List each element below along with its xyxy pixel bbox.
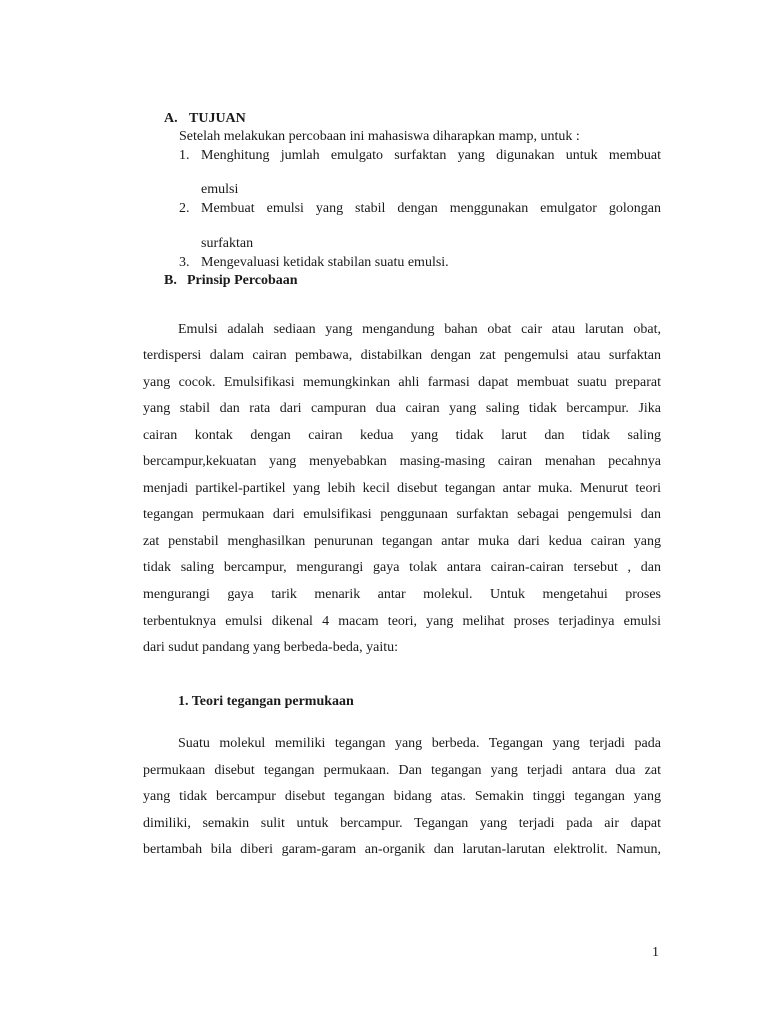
section-a-intro: Setelah melakukan percobaan ini mahasiswa diharapkan mamp, untuk :: [179, 129, 580, 144]
paragraph-line: bertambah bila diberi garam-garam an-organik dan larutan-larutan elektrolit. Namun,: [143, 842, 661, 857]
paragraph-line: tegangan permukaan dari emulsifikasi penggunaan surfaktan sebagai pengemulsi dan: [143, 507, 661, 522]
paragraph-line: menjadi partikel-partikel yang lebih kecil disebut tegangan antar muka. Menurut teori: [143, 481, 661, 496]
paragraph-line: zat penstabil menghasilkan penurunan tegangan antar muka dari kedua cairan yang: [143, 534, 661, 549]
list-item-text: Menghitung jumlah emulgato surfaktan yang digunakan untuk membuat: [201, 148, 661, 163]
page-number: 1: [652, 945, 659, 960]
paragraph-line: yang stabil dan rata dari campuran dua cairan yang saling tidak bercampur. Jika: [143, 401, 661, 416]
paragraph-line: terdispersi dalam cairan pembawa, distabilkan dengan zat pengemulsi atau surfaktan: [143, 348, 661, 363]
paragraph-line: terbentuknya emulsi dikenal 4 macam teori, yang melihat proses terjadinya emulsi: [143, 614, 661, 629]
paragraph-line: permukaan disebut tegangan permukaan. Dan tegangan yang terjadi antara dua zat: [143, 763, 661, 778]
paragraph-line: Suatu molekul memiliki tegangan yang berbeda. Tegangan yang terjadi pada: [178, 736, 661, 751]
paragraph-line: Emulsi adalah sediaan yang mengandung bahan obat cair atau larutan obat,: [178, 322, 661, 337]
list-item-text: Membuat emulsi yang stabil dengan menggunakan emulgator golongan: [201, 201, 661, 216]
paragraph-line: bercampur,kekuatan yang menyebabkan masing-masing cairan menahan pecahnya: [143, 454, 661, 469]
list-item-text: Mengevaluasi ketidak stabilan suatu emulsi.: [201, 255, 449, 270]
paragraph-line: dimiliki, semakin sulit untuk bercampur. Tegangan yang terjadi pada air dapat: [143, 816, 661, 831]
subsection-heading: 1. Teori tegangan permukaan: [178, 694, 354, 709]
paragraph-line: mengurangi gaya tarik menarik antar molekul. Untuk mengetahui proses: [143, 587, 661, 602]
list-item-number: 2.: [179, 201, 190, 216]
paragraph-line: tidak saling bercampur, mengurangi gaya tolak antara cairan-cairan tersebut , dan: [143, 560, 661, 575]
list-item-continuation: emulsi: [201, 182, 239, 197]
paragraph-line: dari sudut pandang yang berbeda-beda, yaitu:: [143, 640, 399, 655]
section-a-title: TUJUAN: [189, 111, 246, 126]
paragraph-line: yang cocok. Emulsifikasi memungkinkan ahli farmasi dapat membuat suatu preparat: [143, 375, 661, 390]
section-b-marker: B.: [164, 273, 177, 288]
section-b-title: Prinsip Percobaan: [187, 273, 298, 288]
paragraph-line: cairan kontak dengan cairan kedua yang tidak larut dan tidak saling: [143, 428, 661, 443]
list-item-number: 3.: [179, 255, 190, 270]
list-item-continuation: surfaktan: [201, 236, 254, 251]
paragraph-line: yang tidak bercampur disebut tegangan bidang atas. Semakin tinggi tegangan yang: [143, 789, 661, 804]
list-item-number: 1.: [179, 148, 190, 163]
section-a-marker: A.: [164, 111, 178, 126]
